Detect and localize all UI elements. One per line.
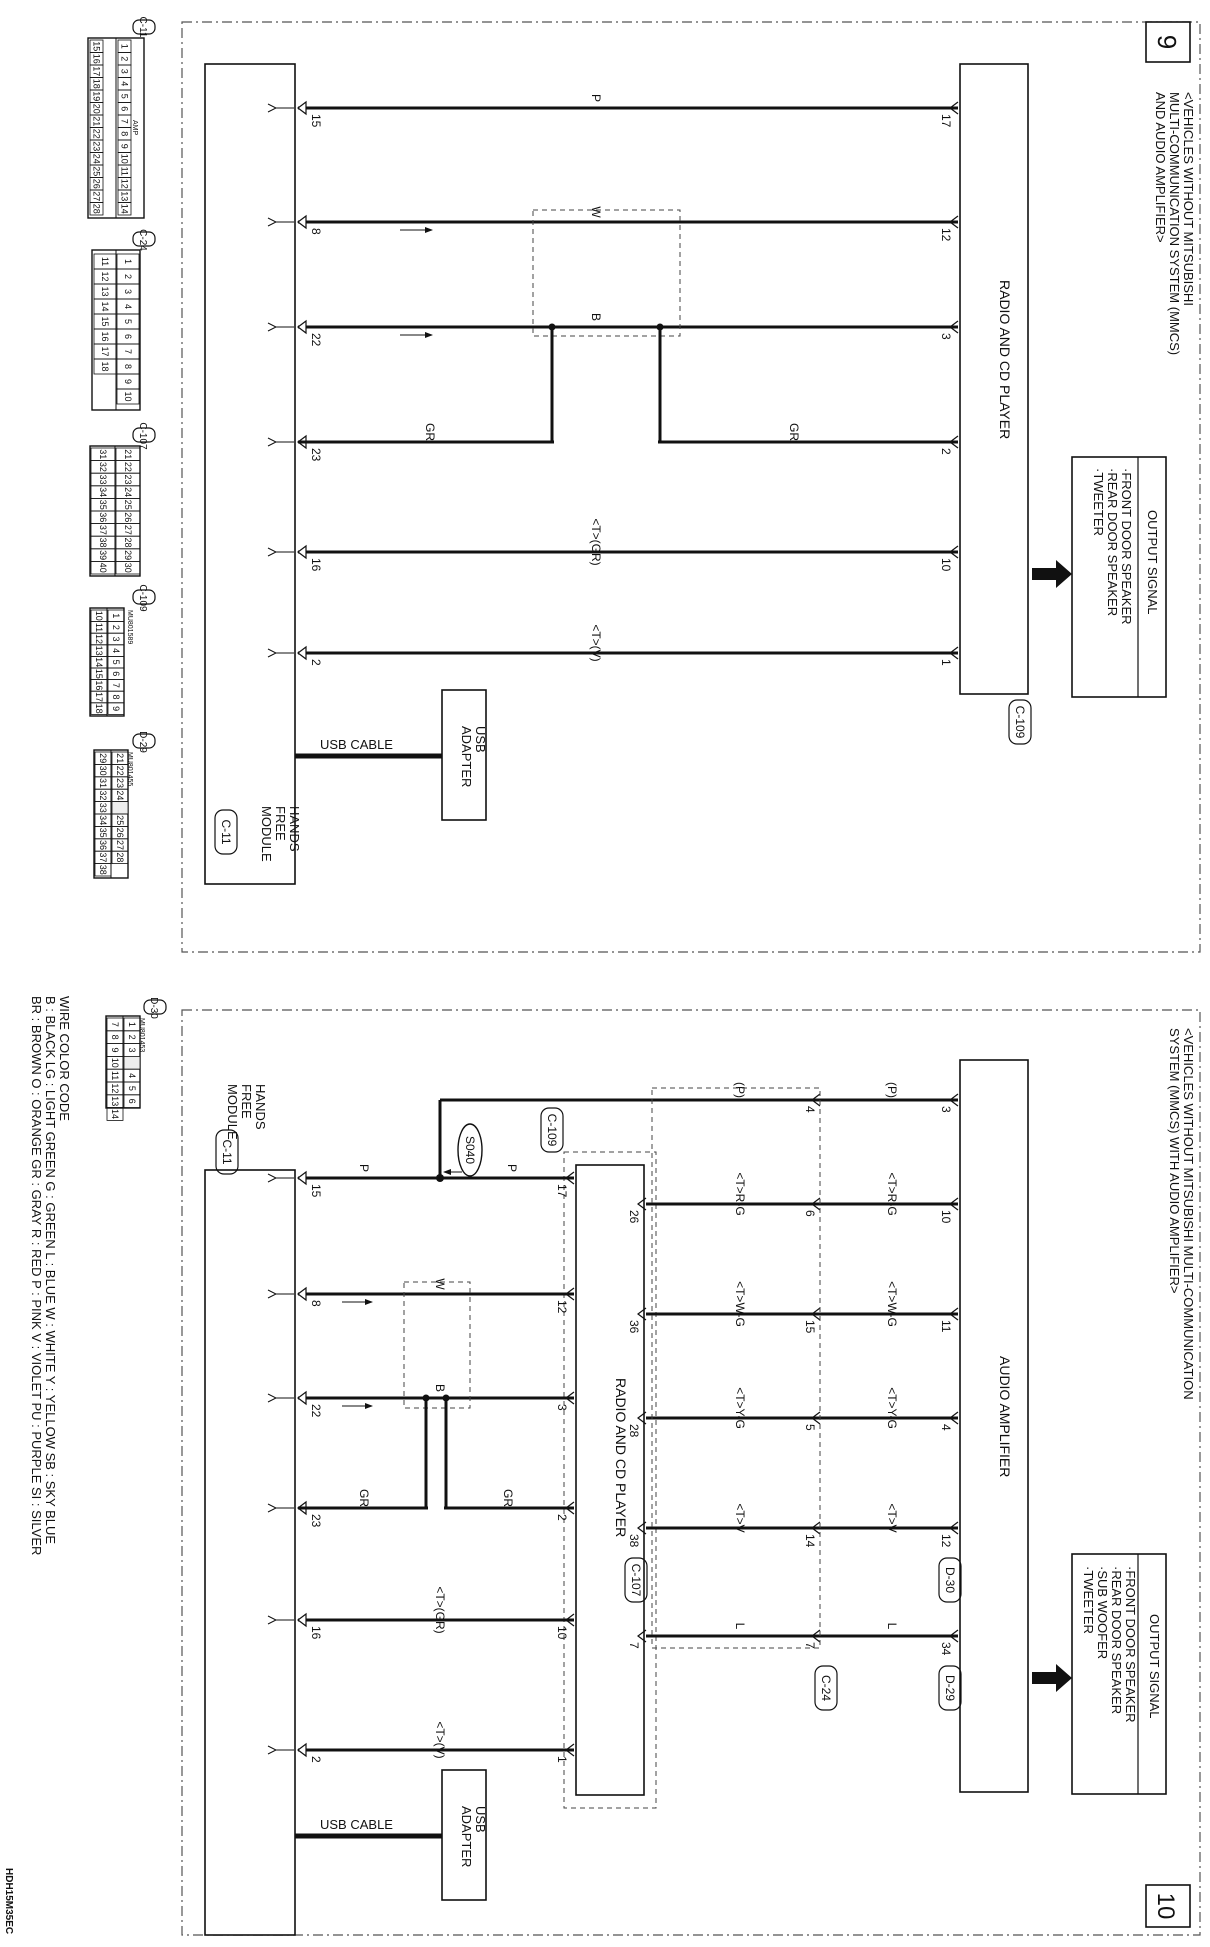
connector-faces: [88, 17, 166, 1121]
panel-10-radio-top-pin-5: 38: [627, 1534, 641, 1548]
connector-pin-label: 7: [110, 1021, 120, 1027]
connector-d-30: [106, 997, 166, 1120]
connector-pin-label: 26: [91, 178, 102, 189]
panel-9-wire-color-2: W: [589, 206, 603, 218]
radio-cd-player-box: [960, 64, 1028, 694]
panel-10-hfm-pin-label-5: 16: [309, 1626, 323, 1640]
connector-pin-label: 6: [119, 106, 130, 112]
connector-pin-label: 7: [111, 682, 121, 688]
wire-color-code-title: WIRE COLOR CODE: [57, 996, 72, 1121]
panel-9-hfm-label3: MODULE: [259, 806, 274, 862]
panel-10-title: [1167, 1028, 1196, 1400]
connector-pin-label: 12: [119, 178, 130, 189]
connector-pin-label: 22: [123, 461, 133, 472]
connector-pin-label: 20: [91, 103, 102, 114]
panel-9-usb-label1: USB: [473, 726, 488, 753]
connector-pin-label: 34: [98, 487, 108, 498]
panel-10-c109-tag-text: C-109: [545, 1113, 559, 1147]
connector-pin-label: 3: [127, 1047, 137, 1053]
panel-10-amp-wire-color-6: L: [885, 1622, 899, 1630]
connector-pin-label: 8: [123, 363, 133, 370]
panel-10-radio-top-pin-6: 7: [627, 1642, 641, 1649]
panel-10-c24-tag-text: C-24: [819, 1674, 833, 1702]
panel-10-hfm-wire-color-5: <T>(GR): [433, 1586, 447, 1634]
panel-10-hfm-pin-2-shape: [298, 1288, 306, 1300]
connector-pin-label: 13: [119, 191, 130, 202]
connector-pin-label: 29: [98, 753, 108, 764]
connector-c-11: [88, 17, 155, 218]
panel-10-usb-cable-label: USB CABLE: [320, 1817, 393, 1832]
audio-amplifier-label: AUDIO AMPLIFIER: [997, 1356, 1013, 1478]
panel-9-hfm-connector: C-11: [219, 819, 233, 845]
connector-pin-label: 15: [100, 316, 110, 327]
connector-d-30-note: MU801453: [138, 1018, 145, 1053]
connector-pin-label: 2: [111, 624, 121, 630]
panel-9-hfm-pin-label-3: 22: [309, 333, 323, 347]
connector-pin-label: 5: [111, 659, 121, 665]
panel-9-hfm-pin-label-1: 15: [309, 114, 323, 128]
panel-10-hfm-pin-label-3: 22: [309, 1404, 323, 1418]
connector-pin-label: 5: [127, 1085, 137, 1091]
connector-pin-label: 24: [91, 153, 102, 164]
panel-9-gr-radio: [660, 327, 956, 442]
panel-9-hfm-pin-3-shape: [298, 321, 306, 333]
connector-d-30-label: D-30: [148, 997, 159, 1019]
connector-pin-label: 10: [119, 153, 130, 164]
connector-pin-label: 4: [123, 303, 133, 310]
panel-10-splice-dot: [436, 1174, 444, 1182]
panel-9-number: 9: [1152, 34, 1182, 50]
connector-pin-label: 16: [94, 680, 104, 691]
connector-c-11-note: AMP: [131, 120, 138, 136]
panel-9-radio-pin-5: 10: [939, 558, 953, 572]
connector-pin-label: 12: [94, 633, 104, 645]
panel-9-hfm-pin-1-shape: [298, 102, 306, 114]
connector-pin-label: 34: [98, 815, 108, 826]
panel-10-splice-label: S040: [463, 1135, 477, 1165]
panel-10-radio-bottom-pin-4: 2: [555, 1514, 569, 1521]
connector-pin-label: 11: [110, 1070, 120, 1081]
connector-pin-label: 2: [127, 1034, 137, 1040]
connector-d-29: [94, 731, 155, 878]
panel-9-wire-color-5: <T>(GR): [589, 518, 603, 566]
wire-color-code-line1: B : BLACK LG : LIGHT GREEN G : GREEN L : BLUE W : WHITE Y : YELLOW SB : SKY BLUE: [43, 996, 58, 1545]
panel-10-amp-wire-color-5: <T>V: [885, 1503, 899, 1533]
panel-9-hfm-pin-label-2: 8: [309, 228, 323, 235]
connector-pin-label: 16: [91, 53, 102, 64]
connector-pin-label: 13: [100, 286, 110, 297]
panel-9-title-line2: MULTI-COMMUNICATION SYSTEM (MMCS): [1167, 92, 1182, 356]
panel-9-radio-pin-1: 17: [939, 114, 953, 128]
connector-pin-label: 6: [127, 1098, 137, 1104]
panel-9-radio-pin-6: 1: [939, 659, 953, 666]
connector-pin-label: 6: [111, 671, 121, 677]
panel-10-output-item4: ·TWEETER: [1081, 1566, 1096, 1634]
connector-pin-label: 5: [119, 93, 130, 99]
panel-10-amp-wire-color-2: <T>R-G: [885, 1172, 899, 1216]
connector-c-24-label: C-24: [137, 229, 148, 251]
connector-pin-label: 25: [115, 815, 125, 826]
panel-10-hfm-wire-color-3: B: [433, 1383, 447, 1393]
connector-pin-label: 24: [123, 487, 133, 498]
panel-9-gr-label-left: GR: [423, 423, 437, 441]
connector-pin-label: 27: [91, 191, 102, 202]
connector-pin-label: 13: [94, 645, 104, 656]
connector-pin-label: 25: [123, 499, 133, 510]
panel-10-usb-label2: ADAPTER: [459, 1806, 474, 1868]
panel-9-title-line3: AND AUDIO AMPLIFIER>: [1153, 92, 1168, 243]
panel-10-hfm-box: [205, 1170, 295, 1935]
panel-10-amp-pin-6: 34: [939, 1642, 953, 1656]
connector-pin-label: 35: [98, 499, 108, 510]
connector-pin-label: 23: [123, 474, 133, 485]
connector-pin-label: 23: [115, 777, 125, 789]
connector-pin-label: 17: [100, 346, 110, 357]
connector-pin-label: 37: [98, 524, 108, 535]
panel-10-output-item1: ·FRONT DOOR SPEAKER: [1123, 1566, 1138, 1723]
connector-pin-label: 5: [123, 318, 133, 325]
audio-amplifier-box: [960, 1060, 1028, 1792]
panel-10-hfm-wire-color-2: W: [433, 1278, 447, 1290]
panel-10-number: 10: [1152, 1892, 1179, 1920]
connector-pin-label: 32: [98, 461, 108, 472]
panel-10-lower-wire-color-2: <T>R-G: [733, 1172, 747, 1216]
panel-10-c24-pin-1: 4: [803, 1106, 817, 1113]
connector-pin-label: 40: [98, 562, 108, 573]
panel-10-c107-tag-text: C-107: [629, 1563, 643, 1597]
panel-9-hfm-pin-6-shape: [298, 647, 306, 659]
panel-10-lower-wire-color-5: <T>V: [733, 1503, 747, 1533]
connector-pin-label: 8: [111, 694, 121, 700]
connector-pin-label: 29: [123, 550, 133, 561]
panel-10-d29-tag-text: D-29: [943, 1674, 957, 1702]
connector-pin-label: 36: [98, 512, 108, 523]
panel-10-radio-label: RADIO AND CD PLAYER: [613, 1378, 629, 1538]
connector-pin-label: 14: [119, 203, 130, 214]
connector-cell: [124, 1056, 140, 1069]
panel-9-wire-color-1: P: [589, 93, 603, 103]
connector-pin-label: 18: [94, 703, 104, 714]
panel-10-hfm-label1: HANDS: [253, 1084, 268, 1130]
connector-c-24: [92, 229, 155, 410]
panel-10-radio-top-pin-3: 36: [627, 1320, 641, 1334]
connector-pin-label: 6: [123, 333, 133, 340]
connector-d-29-note: MU801455: [126, 752, 133, 787]
panel-10-d30-tag: [939, 1558, 961, 1602]
connector-pin-label: 11: [119, 166, 130, 176]
connector-c-109-label: C-109: [137, 584, 148, 612]
panel-10-hfm-pin-label-1: 15: [309, 1184, 323, 1198]
panel-10-amp-pin-4: 4: [939, 1424, 953, 1431]
panel-10-hfm-pin-3-shape: [298, 1392, 306, 1404]
connector-d-29-label: D-29: [137, 731, 148, 753]
connector-pin-label: 21: [91, 116, 102, 127]
panel-10-gr-label-left: GR: [357, 1489, 371, 1507]
connector-pin-label: 14: [110, 1108, 120, 1120]
panel-10-radio-top-pin-2: 26: [627, 1210, 641, 1224]
panel-10-hfm-pin-5-shape: [298, 1614, 306, 1626]
panel-9-hfm-box: [205, 64, 295, 884]
panel-9-title-line1: <VEHICLES WITHOUT MITSUBISHI: [1181, 92, 1196, 306]
panel-10-lower-wire-color-3: <T>W-G: [733, 1281, 747, 1327]
panel-9: [182, 22, 1200, 952]
panel-10-radio-bottom-pin-6: 1: [555, 1756, 569, 1763]
panel-9-radio-pin-3: 3: [939, 333, 953, 340]
panel-10-hfm-label3: MODULE: [225, 1084, 240, 1140]
connector-pin-label: 2: [123, 273, 133, 280]
panel-10-lower-wire-color-1: (P): [733, 1082, 747, 1098]
connector-pin-label: 10: [123, 391, 133, 402]
connector-pin-label: 18: [91, 78, 102, 89]
connector-pin-label: 27: [115, 839, 125, 851]
connector-pin-label: 11: [100, 256, 110, 267]
connector-pin-label: 17: [94, 691, 104, 703]
connector-pin-label: 31: [98, 449, 108, 460]
panel-10-amp-pin-5: 12: [939, 1534, 953, 1548]
connector-pin-label: 32: [98, 790, 108, 801]
connector-pin-label: 2: [119, 56, 130, 62]
panel-9-usb-label2: ADAPTER: [459, 726, 474, 788]
panel-9-wires: [268, 94, 958, 666]
connector-pin-label: 18: [100, 361, 110, 372]
panel-10-lower-wire-color-6: L: [733, 1622, 747, 1630]
connector-pin-label: 15: [91, 41, 102, 52]
connector-pin-label: 21: [115, 753, 125, 764]
connector-c-107: [90, 422, 155, 576]
connector-pin-label: 19: [91, 91, 102, 102]
connector-c-109-note: MU801589: [126, 610, 133, 645]
panel-9-hfm-pin-label-5: 16: [309, 558, 323, 572]
connector-pin-label: 26: [123, 512, 133, 523]
panel-10-c24-pin-2: 6: [803, 1210, 817, 1217]
panel-10-hfm-pin-1-shape: [298, 1172, 306, 1184]
connector-pin-label: 3: [111, 636, 121, 642]
connector-pin-label: 12: [100, 271, 110, 282]
connector-cell: [112, 802, 128, 814]
connector-pin-label: 1: [127, 1021, 137, 1027]
connector-pin-label: 1: [111, 613, 121, 619]
panel-10-d30-tag-text: D-30: [943, 1566, 957, 1594]
panel-10-hfm-wire-color-1: P: [357, 1163, 371, 1173]
wire-color-code: [29, 996, 72, 1555]
panel-9-usb-cable-label: USB CABLE: [320, 737, 393, 752]
connector-pin-label: 27: [123, 524, 133, 535]
panel-10-usb-label1: USB: [473, 1806, 488, 1833]
connector-c-109: [90, 584, 155, 716]
panel-10-lower-wire-color-4: <T>Y-G: [733, 1387, 747, 1429]
panel-10-c24-pin-3: 15: [803, 1320, 817, 1334]
connector-pin-label: 3: [123, 288, 133, 295]
connector-pin-label: 9: [119, 143, 130, 149]
connector-pin-label: 15: [94, 668, 104, 679]
panel-10-hfm-pin-label-4: 23: [309, 1514, 323, 1528]
panel-10-hfm-connector: C-11: [220, 1139, 234, 1165]
panel-10-radio-bottom-pin-5: 10: [555, 1626, 569, 1640]
panel-10-c109-tag: [541, 1108, 563, 1152]
connector-pin-label: 26: [115, 827, 125, 838]
connector-c-107-label: C-107: [137, 422, 148, 450]
connector-pin-label: 12: [110, 1083, 120, 1094]
panel-9-output-arrow: [1032, 560, 1072, 588]
connector-pin-label: 28: [123, 537, 133, 548]
panel-10-amp-wire-color-1: (P): [885, 1082, 899, 1098]
panel-9-hfm-pin-5-shape: [298, 546, 306, 558]
connector-pin-label: 7: [123, 348, 133, 355]
connector-pin-label: 31: [98, 777, 108, 789]
panel-9-output-item2: ·REAR DOOR SPEAKER: [1105, 468, 1120, 617]
connector-pin-label: 22: [91, 128, 102, 139]
connector-pin-label: 39: [98, 550, 108, 561]
panel-9-radio-pin-2: 12: [939, 228, 953, 242]
panel-9-title: [1153, 92, 1196, 355]
wire-color-code-line2: BR : BROWN O : ORANGE GR : GRAY R : RED P : PINK V : VIOLET PU : PURPLE SI : SILVER: [29, 996, 44, 1556]
panel-10-output-arrow: [1032, 1664, 1072, 1692]
panel-9-radio-connector: C-109: [1013, 705, 1027, 739]
connector-pin-label: 4: [127, 1073, 137, 1079]
connector-pin-label: 7: [119, 118, 130, 124]
connector-pin-label: 37: [98, 852, 108, 863]
connector-pin-label: 9: [110, 1047, 120, 1053]
panel-10-hfm-pin-6-shape: [298, 1744, 306, 1756]
panel-10-hfm-pin-label-2: 8: [309, 1300, 323, 1307]
panel-9-hfm-pin-label-6: 2: [309, 659, 323, 666]
panel-10-output-item3: ·SUB WOOFER: [1095, 1566, 1110, 1660]
connector-pin-label: 38: [98, 864, 108, 875]
panel-10-amp-pin-1: 3: [939, 1106, 953, 1113]
connector-pin-label: 8: [119, 131, 130, 137]
connector-pin-label: 21: [123, 449, 133, 460]
panel-10-title-line1: <VEHICLES WITHOUT MITSUBISHI MULTI-COMMUNICATION: [1181, 1028, 1196, 1400]
connector-pin-label: 14: [94, 657, 104, 668]
panel-10-amp-wire-color-3: <T>W-G: [885, 1281, 899, 1327]
panel-10-d29-tag: [939, 1666, 961, 1710]
panel-10-title-line2: SYSTEM (MMCS) WITH AUDIO AMPLIFIER>: [1167, 1028, 1182, 1294]
panel-9-shield: [533, 210, 680, 336]
panel-9-hfm-pin-label-4: 23: [309, 448, 323, 462]
panel-10-hfm-label2: FREE: [239, 1084, 254, 1119]
panel-9-wire-color-3: B: [589, 312, 603, 322]
connector-pin-label: 14: [100, 301, 110, 312]
connector-pin-label: 30: [98, 765, 108, 776]
connector-pin-label: 10: [110, 1057, 120, 1068]
connector-pin-label: 9: [111, 706, 121, 712]
connector-pin-label: 24: [115, 790, 125, 801]
connector-pin-label: 8: [110, 1034, 120, 1040]
panel-10-radio-box: [576, 1165, 644, 1795]
panel-10-hfm-wire-color-6: <T>(V): [433, 1721, 447, 1759]
connector-pin-label: 10: [94, 610, 104, 621]
panel-10-p-upper-label: P: [505, 1163, 519, 1173]
connector-pin-label: 28: [115, 852, 125, 863]
connector-pin-label: 22: [115, 765, 125, 776]
panel-9-hfm-label1: HANDS: [287, 806, 302, 852]
connector-pin-label: 3: [119, 68, 130, 74]
panel-9-wire-color-6: <T>(V): [589, 624, 603, 662]
panel-9-radio-pin-4: 2: [939, 448, 953, 455]
connector-pin-label: 28: [91, 203, 102, 214]
connector-pin-label: 33: [98, 802, 108, 813]
connector-pin-label: 30: [123, 562, 133, 573]
panel-10-amp-pin-3: 11: [939, 1320, 953, 1333]
panel-10-hfm-pin-label-6: 2: [309, 1756, 323, 1763]
connector-c-11-label: C-11: [137, 16, 148, 38]
panel-10-radio-bottom-pin-3: 3: [555, 1404, 569, 1411]
panel-9-output-title: OUTPUT SIGNAL: [1145, 510, 1160, 615]
panel-10-c24-pin-4: 5: [803, 1424, 817, 1431]
connector-pin-label: 13: [110, 1096, 120, 1107]
panel-10-output-item2: ·REAR DOOR SPEAKER: [1109, 1566, 1124, 1715]
connector-pin-label: 4: [111, 648, 121, 654]
connector-pin-label: 33: [98, 474, 108, 485]
panel-10-radio-bottom-pin-1: 17: [555, 1184, 569, 1198]
connector-pin-label: 9: [123, 378, 133, 385]
panel-10-c24-pin-6: 7: [803, 1642, 817, 1649]
connector-pin-label: 11: [94, 622, 104, 633]
connector-pin-label: 4: [119, 81, 130, 87]
panel-9-hfm-label2: FREE: [273, 806, 288, 841]
connector-pin-label: 35: [98, 827, 108, 838]
panel-10-amp-pin-2: 10: [939, 1210, 953, 1224]
panel-10-c24-tag: [815, 1666, 837, 1710]
connector-pin-label: 1: [123, 258, 133, 265]
connector-pin-label: 23: [91, 141, 102, 152]
panel-9-hfm-pin-2-shape: [298, 216, 306, 228]
connector-pin-label: 1: [119, 43, 130, 49]
connector-pin-label: 17: [91, 66, 102, 77]
radio-cd-player-label: RADIO AND CD PLAYER: [997, 280, 1013, 440]
connector-pin-label: 36: [98, 839, 108, 851]
panel-10-radio-top-pin-4: 28: [627, 1424, 641, 1438]
connector-pin-label: 38: [98, 537, 108, 548]
panel-9-gr-label-right: GR: [787, 423, 801, 441]
sheet-id: HDH15M35EC: [3, 1868, 14, 1935]
panel-10-amp-wire-color-4: <T>Y-G: [885, 1387, 899, 1429]
panel-10: [182, 1010, 1200, 1935]
panel-9-output-item1: ·FRONT DOOR SPEAKER: [1119, 468, 1134, 625]
panel-10-gr-label-right: GR: [501, 1489, 515, 1507]
panel-10-c24-pin-5: 14: [803, 1534, 817, 1548]
panel-10-radio-bottom-pin-2: 12: [555, 1300, 569, 1314]
panel-10-output-title: OUTPUT SIGNAL: [1147, 1614, 1162, 1719]
connector-pin-label: 16: [100, 331, 110, 342]
panel-9-output-item3: ·TWEETER: [1091, 468, 1106, 536]
connector-pin-label: 25: [91, 166, 102, 177]
